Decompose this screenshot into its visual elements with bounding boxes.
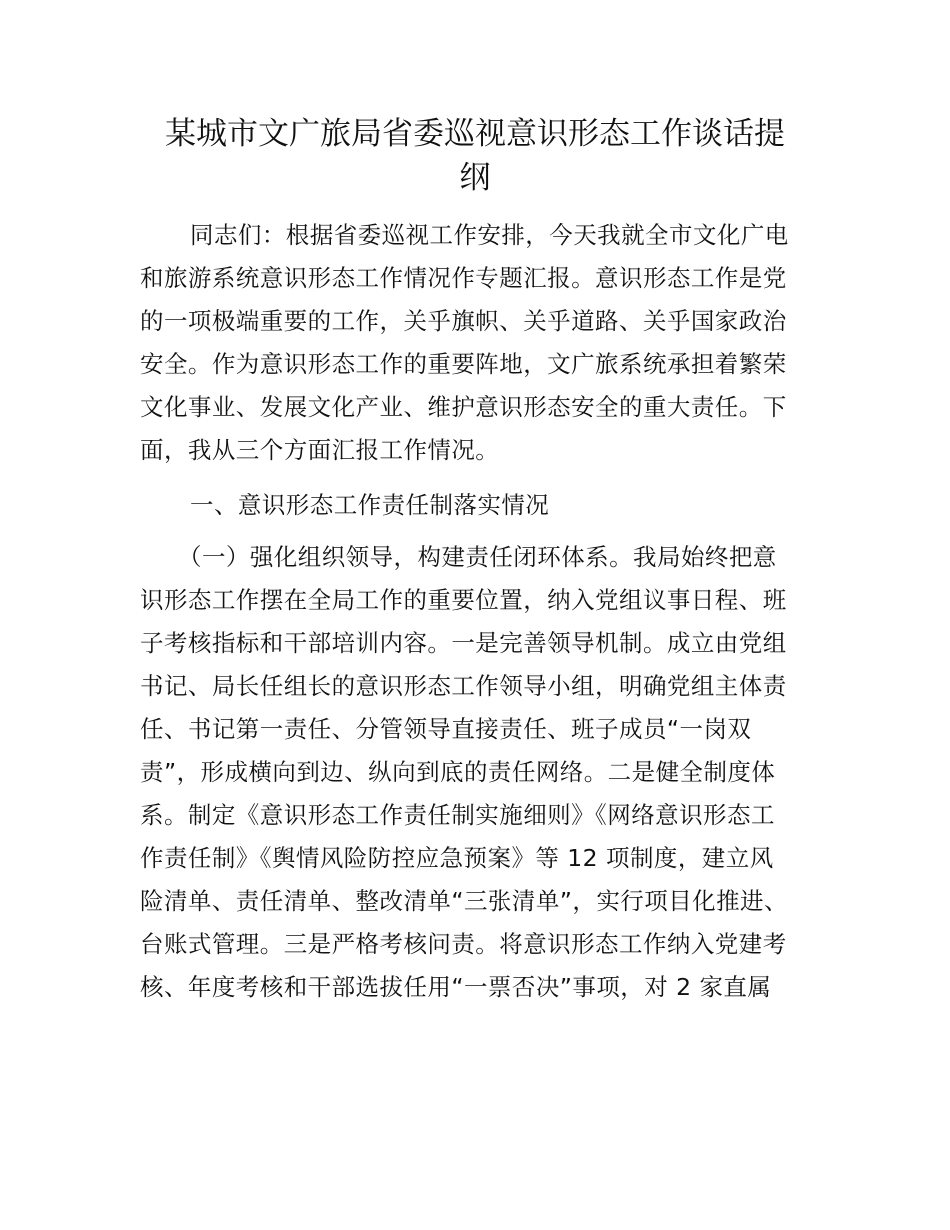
paragraph-section-1-line: 系。制定《意识形态工作责任制实施细则》《网络意识形态工 [140,801,775,829]
paragraph-section-1-line: （一）强化组织领导，构建责任闭环体系。我局始终把意 [178,543,777,571]
paragraph-intro-line: 的一项极端重要的工作，关乎旗帜、关乎道路、关乎国家政治 [140,307,787,335]
paragraph-intro-line: 同志们：根据省委巡视工作安排，今天我就全市文化广电 [190,221,789,249]
paragraph-intro-line: 面，我从三个方面汇报工作情况。 [140,436,500,464]
paragraph-section-1-line: 险清单、责任清单、整改清单“三张清单”，实行项目化推进、 [140,887,788,915]
paragraph-section-1-line: 台账式管理。三是严格考核问责。将意识形态工作纳入党建考 [140,930,787,958]
section-heading-1: 一、意识形态工作责任制落实情况 [190,491,550,519]
paragraph-intro-line: 安全。作为意识形态工作的重要阵地，文广旅系统承担着繁荣 [140,350,787,378]
paragraph-section-1-line: 识形态工作摆在全局工作的重要位置，纳入党组议事日程、班 [140,586,787,614]
paragraph-intro-line: 文化事业、发展文化产业、维护意识形态安全的重大责任。下 [140,393,787,421]
title-line-1: 某城市文广旅局省委巡视意识形态工作谈话提 [165,116,785,152]
paragraph-section-1-line: 书记、局长任组长的意识形态工作领导小组，明确党组主体责 [140,672,787,700]
title-line-2: 纲 [459,160,491,196]
paragraph-section-1-line: 责”，形成横向到边、纵向到底的责任网络。二是健全制度体 [140,758,776,786]
document-title [130,112,820,200]
paragraph-section-1-line: 子考核指标和干部培训内容。一是完善领导机制。成立由党组 [140,629,787,657]
paragraph-section-1-line: 核、年度考核和干部选拔任用“一票否决”事项，对 2 家直属 [140,973,772,1001]
paragraph-intro-line: 和旅游系统意识形态工作情况作专题汇报。意识形态工作是党 [140,264,787,292]
paragraph-section-1-line: 任、书记第一责任、分管领导直接责任、班子成员“一岗双 [140,715,752,743]
paragraph-section-1-line: 作责任制》《舆情风险防控应急预案》等 12 项制度，建立风 [140,844,774,872]
